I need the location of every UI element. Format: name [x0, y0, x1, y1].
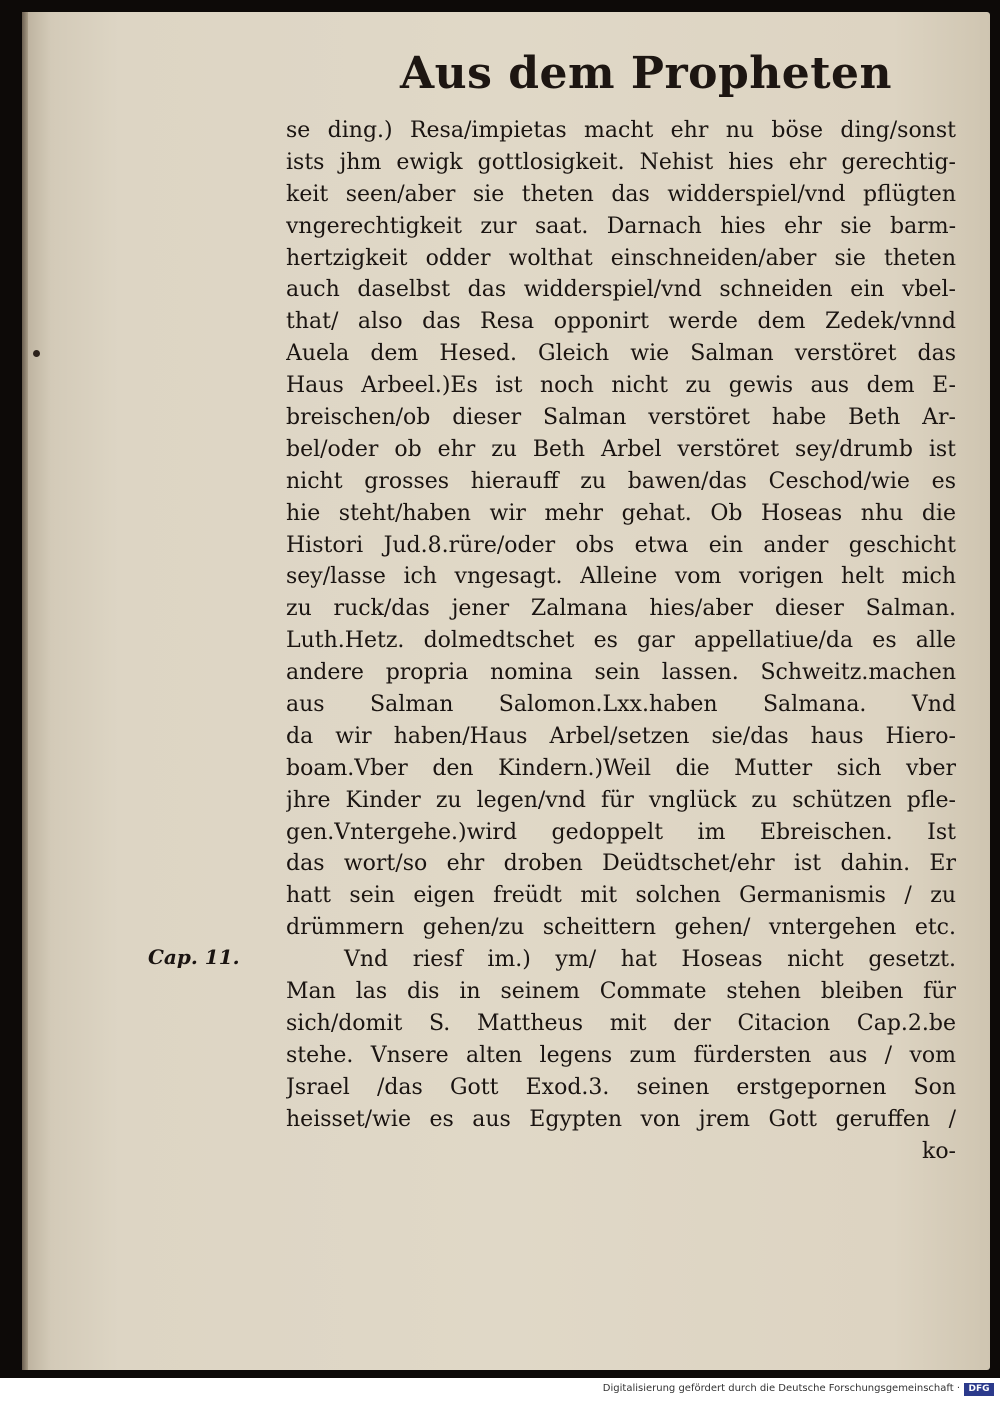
catchword: ko- [921, 1138, 956, 1164]
text-line: se ding.) Resa/impietas macht ehr nu böse ding/sonst [286, 118, 956, 143]
margin-mark [33, 350, 40, 357]
text-line: sich/domit S. Mattheus mit der Citacion Cap.2.be [286, 1010, 956, 1036]
text-line: gen.Vntergehe.)wird gedoppelt im Ebreischen. Ist [286, 819, 956, 845]
text-line: da wir haben/Haus Arbel/setzen sie/das haus Hiero- [286, 723, 956, 749]
text-line: sey/lasse ich vngesagt. Alleine vom vorigen helt mich [286, 564, 956, 590]
text-line: breischen/ob dieser Salman verstöret habe Beth Ar- [286, 405, 956, 431]
text-line: andere propria nomina sein lassen. Schweitz.machen [286, 660, 956, 686]
text-line: jhre Kinder zu legen/vnd für vnglück zu schützen pfle- [286, 787, 956, 813]
text-line: nicht grosses hierauff zu bawen/das Ceschod/wie es [286, 468, 956, 494]
text-line: keit seen/aber sie theten das widderspiel/vnd pflügten [286, 181, 956, 207]
text-line: boam.Vber den Kindern.)Weil die Mutter sich vber [286, 755, 956, 781]
text-line: that/ also das Resa opponirt werde dem Zedek/vnnd [286, 309, 956, 335]
text-line: drümmern gehen/zu scheittern gehen/ vntergehen etc. [286, 915, 956, 941]
text-line: aus Salman Salomon.Lxx.haben Salmana. Vnd [286, 692, 956, 718]
text-line: Vnd riesf im.) ym/ hat Hoseas nicht gesetzt. [344, 947, 956, 973]
text-line: Jsrael /das Gott Exod.3. seinen erstgepornen Son [286, 1074, 956, 1100]
text-line: stehe. Vnsere alten legens zum fürdersten aus / vom [286, 1042, 956, 1068]
text-line: hertzigkeit odder wolthat einschneiden/aber sie theten [286, 245, 956, 271]
body-text [286, 115, 956, 1167]
text-line: ists jhm ewigk gottlosigkeit. Nehist hies ehr gerechtig- [286, 149, 956, 175]
text-line: auch daselbst das widderspiel/vnd schneiden ein vbel- [286, 277, 956, 303]
text-line: das wort/so ehr droben Deüdtschet/ehr ist dahin. Er [286, 851, 956, 877]
text-line: bel/oder ob ehr zu Beth Arbel verstöret sey/drumb ist [286, 436, 956, 462]
text-line: heisset/wie es aus Egypten von jrem Gott geruffen / [286, 1106, 956, 1132]
text-line: Man las dis in seinem Commate stehen bleiben für [286, 979, 956, 1005]
text-line: Haus Arbeel.)Es ist noch nicht zu gewis aus dem E- [286, 373, 956, 399]
text-line: zu ruck/das jener Zalmana hies/aber dieser Salman. [286, 596, 956, 622]
margin-note-chapter: Cap. 11. [148, 945, 240, 969]
text-line: Histori Jud.8.rüre/oder obs etwa ein ander geschicht [286, 532, 956, 558]
funding-credit: Digitalisierung gefördert durch die Deutsche Forschungsgemeinschaft · [602, 1383, 960, 1394]
text-line: Auela dem Hesed. Gleich wie Salman verstöret das [286, 341, 956, 367]
text-line: hatt sein eigen freüdt mit solchen Germanismis / zu [286, 883, 956, 909]
text-line: vngerechtigkeit zur saat. Darnach hies ehr sie barm- [286, 213, 956, 239]
text-line: hie steht/haben wir mehr gehat. Ob Hoseas nhu die [286, 500, 956, 526]
text-line: Luth.Hetz. dolmedtschet es gar appellatiue/da es alle [286, 628, 956, 654]
dfg-logo-icon: DFG [964, 1383, 994, 1396]
running-head: Aus dem Propheten [400, 48, 893, 99]
footer-bar [0, 1378, 1000, 1402]
page-gutter [22, 12, 28, 1370]
